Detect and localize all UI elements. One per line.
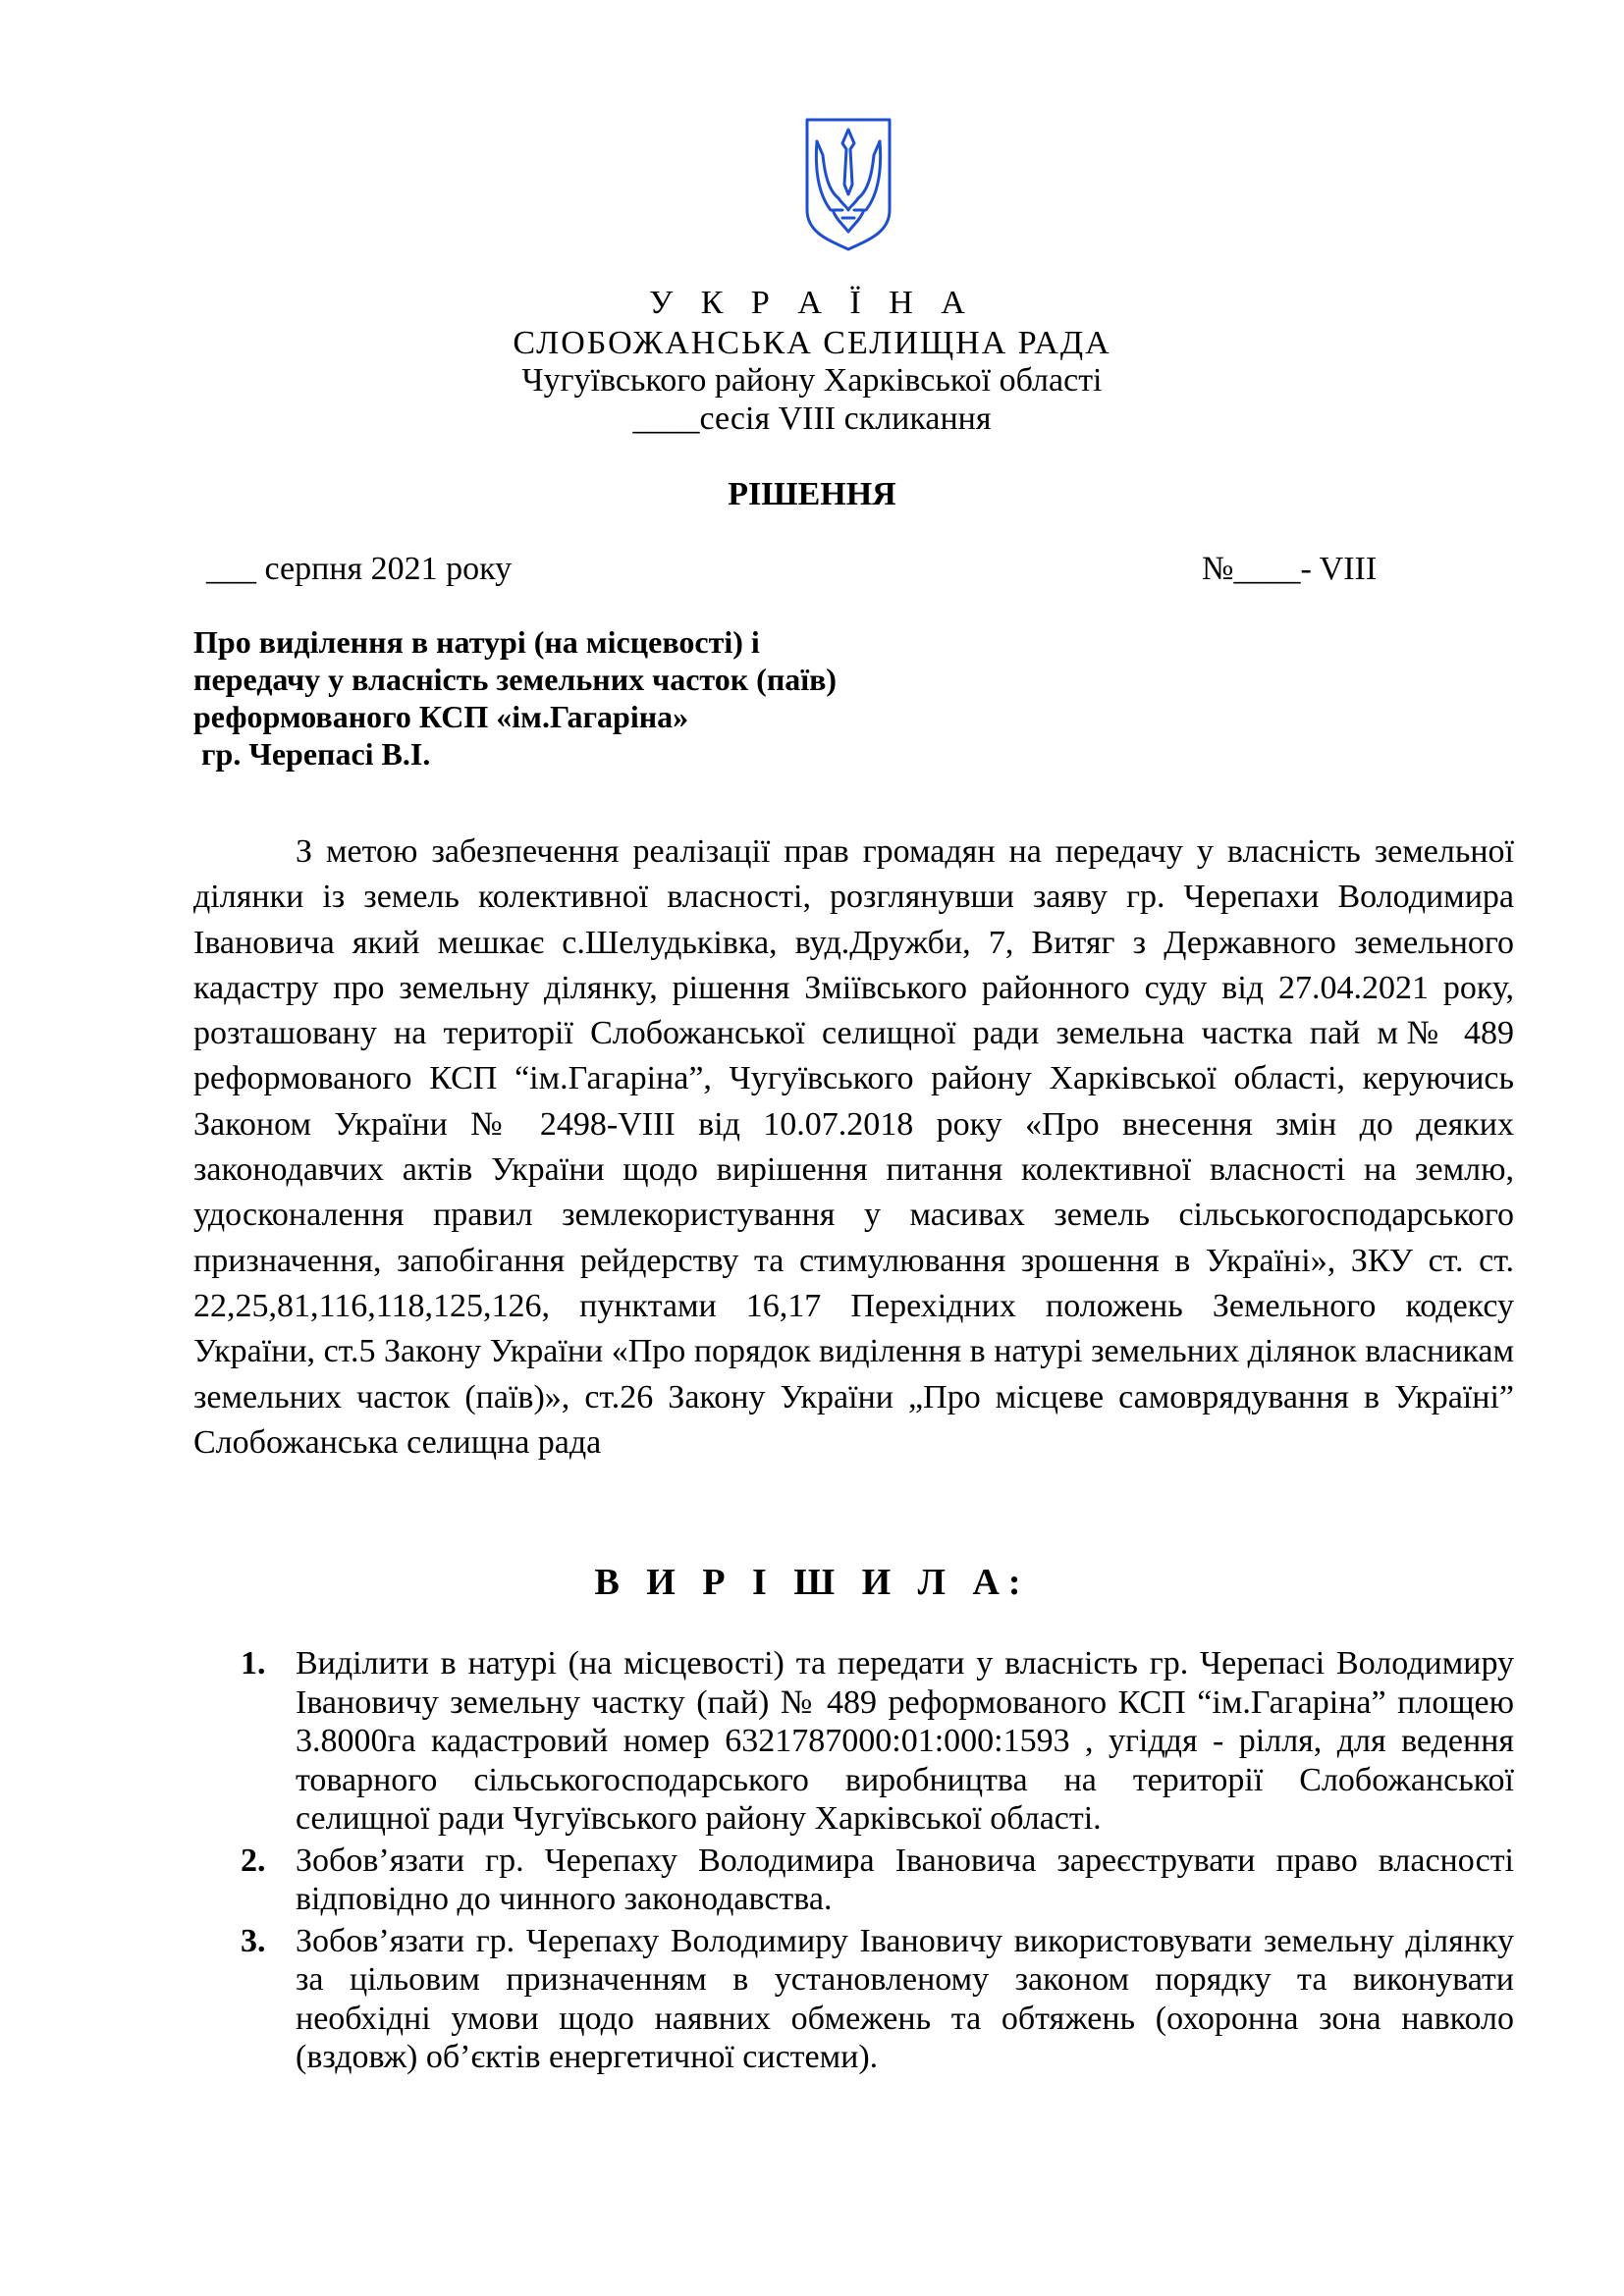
- decided-heading: В И Р І Ш И Л А:: [594, 1562, 1030, 1603]
- subject-line: реформованого КСП «ім.Гагаріна»: [193, 699, 689, 734]
- item-text: Виділити в натурі (на місцевості) та передати у власність гр. Черепасі Володимиру Івановичу земельну частку (пай) № 489 реформованого КСП “ім.Гагаріна” площею 3.8000га кадастровий номер 6321787000:01:000:1593 , угіддя - рілля, для ведення товарного сільськогосподарського виробництва на території Слобожанської селищної ради Чугуївського району Харківської області.: [296, 1645, 1514, 1837]
- council-name: СЛОБОЖАНСЬКА СЕЛИЩНА РАДА: [513, 325, 1111, 361]
- decision-subject: [193, 623, 979, 773]
- list-item: [241, 1842, 1514, 1919]
- decision-number: №____- VIII: [1202, 551, 1378, 587]
- item-number: 1.: [241, 1645, 266, 1682]
- subject-line: гр. Черепасі В.І.: [193, 736, 431, 772]
- item-text: Зобов’язати гр. Черепаху Володимира Івановича зареєструвати право власності відповідно до чинного законодавства.: [296, 1842, 1514, 1917]
- district-name: Чугуївського району Харківської області: [521, 362, 1103, 399]
- ukraine-trident-icon: [803, 116, 893, 253]
- subject-line: Про виділення в натурі (на місцевості) і: [193, 624, 760, 660]
- session-line: ____сесія VIII скликання: [632, 400, 992, 437]
- list-item: [241, 1644, 1514, 1839]
- decision-items: [241, 1644, 1514, 2080]
- subject-line: передачу у власність земельних часток (паїв): [193, 662, 838, 697]
- item-text: Зобов’язати гр. Черепаху Володимиру Івановичу використовувати земельну ділянку за цільовим призначенням в установленому законом порядку та виконувати необхідні умови щодо наявних обмежень та обтяжень (охоронна зона навколо (вздовж) об’єктів енергетичної системи).: [296, 1922, 1514, 2075]
- list-item: [241, 1922, 1514, 2077]
- country-name: У К Р А Ї Н А: [649, 285, 975, 321]
- document-title: РІШЕННЯ: [728, 476, 896, 512]
- decision-date: ___ серпня 2021 року: [206, 551, 513, 587]
- item-number: 2.: [241, 1842, 266, 1879]
- item-number: 3.: [241, 1922, 266, 1959]
- preamble-paragraph: З метою забезпечення реалізації прав громадян на передачу у власність земельної ділянки із земель колективної власності, розглянувши заяву гр. Черепахи Володимира Івановича який мешкає с.Шелудьківка, вуд.Дружби, 7, Витяг з Державного земельного кадастру про земельну ділянку, рішення Зміївського районного суду від 27.04.2021 року, розташовану на території Слобожанської селищної ради земельна частка пай м№ 489 реформованого КСП “ім.Гагаріна”, Чугуївського району Харківської області, керуючись Законом України № 2498-VIII від 10.07.2018 року «Про внесення змін до деяких законодавчих актів України щодо вирішення питання колективної власності на землю, удосконалення правил землекористування у масивах земель сільськогосподарського призначення, запобігання рейдерству та стимулювання зрошення в Україні», ЗКУ ст. ст. 22,25,81,116,118,125,126, пунктами 16,17 Перехідних положень Земельного кодексу України, ст.5 Закону України «Про порядок виділення в натурі земельних ділянок власникам земельних часток (паїв)», ст.26 Закону України „Про місцеве самоврядування в Україні” Слобожанська селищна рада: [193, 833, 1514, 1461]
